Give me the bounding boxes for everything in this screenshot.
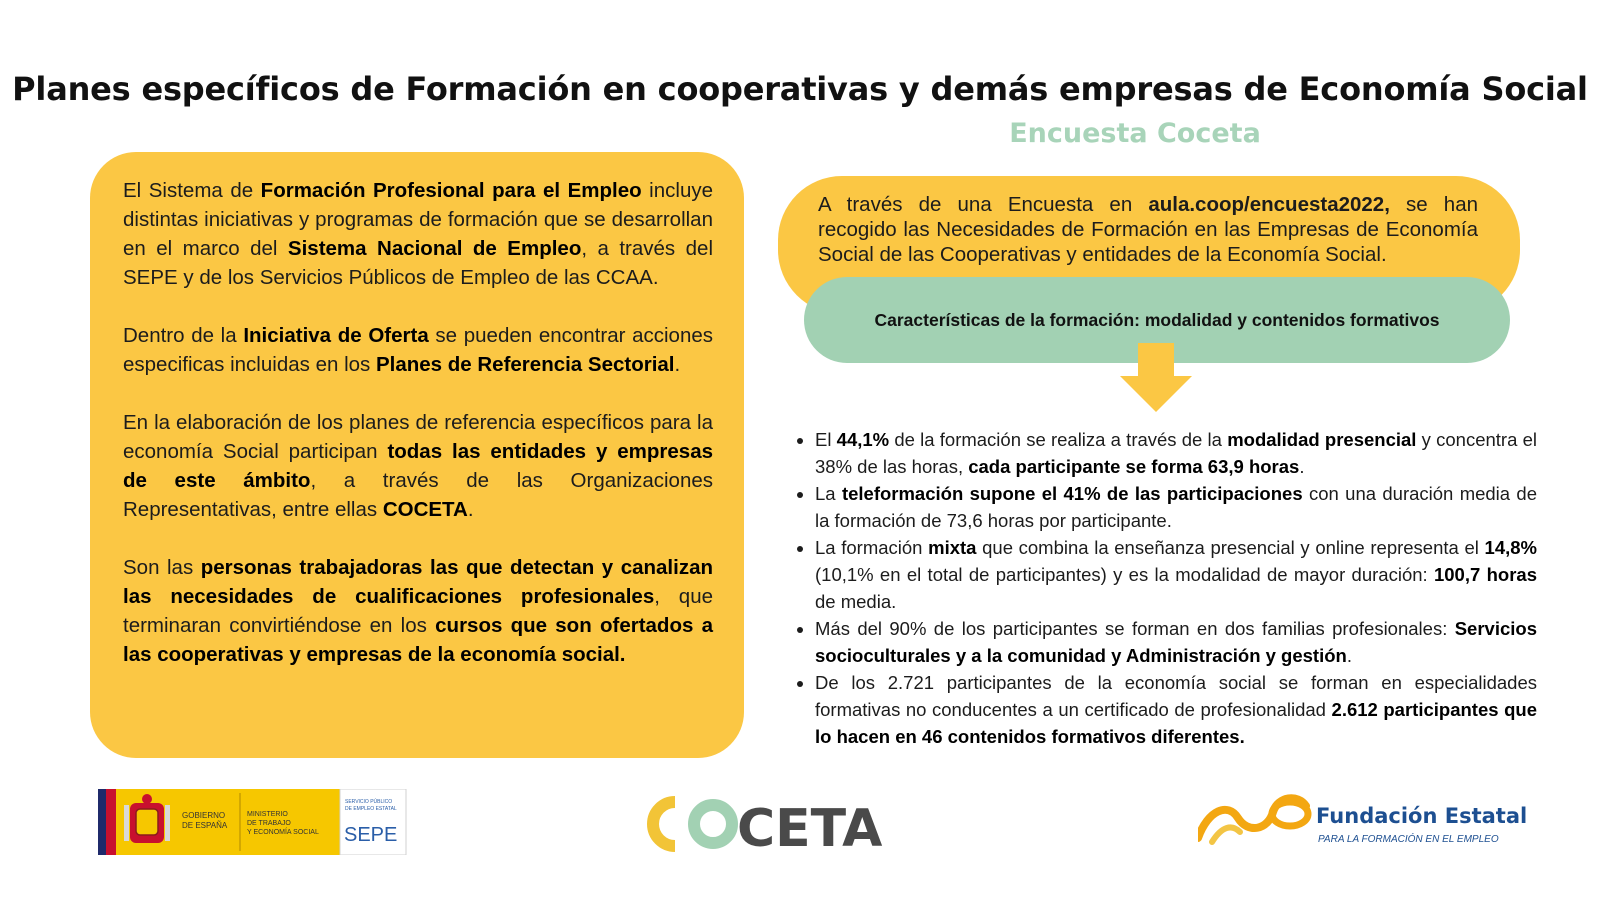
list-item: • Más del 90% de los participantes se forman en dos familias profesionales: Servicios socioculturales y a la comunidad y Administración y gestión. (815, 615, 1537, 669)
svg-text:MINISTERIO: MINISTERIO (247, 811, 288, 818)
list-item: • La formación mixta que combina la enseñanza presencial y online representa el 14,8% (10,1% en el total de participantes) y es la modalidad de mayor duración: 100,7 horas de media. (815, 534, 1537, 615)
svg-text:DE EMPLEO ESTATAL: DE EMPLEO ESTATAL (345, 806, 397, 812)
svg-text:CETA: CETA (737, 799, 883, 854)
survey-link[interactable]: aula.coop/encuesta2022, (1148, 193, 1390, 216)
list-item: • De los 2.721 participantes de la economía social se forman en especialidades formativas no conducentes a un certificado de profesionalidad 2.612 participantes que lo hacen en 46 contenidos formativos diferentes. (815, 669, 1537, 750)
paragraph-planes: En la elaboración de los planes de referencia específicos para la economía Social participan todas las entidades y empresas de este ámbito, a través de las Organizaciones Representativas, entre ellas COCETA. (123, 411, 714, 521)
fundae-symbol-icon (1198, 798, 1308, 842)
svg-text:DE ESPAÑA: DE ESPAÑA (182, 821, 228, 830)
svg-text:Y ECONOMÍA SOCIAL: Y ECONOMÍA SOCIAL (247, 829, 319, 836)
svg-text:DE TRABAJO: DE TRABAJO (247, 820, 291, 827)
paragraph-personas: Son las personas trabajadoras las que detectan y canalizan las necesidades de cualificaciones profesionales, que terminaran convirtiéndose en los cursos que son ofertados a las cooperativas y empresas de la economía social. (123, 556, 714, 666)
paragraph-fpe: El Sistema de Formación Profesional para el Empleo incluye distintas iniciativas y programas de formación que se desarrollan en el marco del Sistema Nacional de Empleo, a través del SEPE y de los Servicios Públicos de Empleo de las CCAA. (123, 179, 714, 289)
coceta-logo (645, 794, 895, 854)
svg-text:SERVICIO PÚBLICO: SERVICIO PÚBLICO (345, 799, 393, 805)
page-subtitle: Encuesta Coceta (1009, 118, 1261, 149)
characteristics-pill: Características de la formación: modalidad y contenidos formativos (804, 277, 1510, 363)
down-arrow-icon (1120, 343, 1192, 412)
svg-text:PARA LA FORMACIÓN EN EL EMPLEO: PARA LA FORMACIÓN EN EL EMPLEO (1318, 834, 1499, 845)
svg-text:SEPE: SEPE (344, 824, 398, 846)
page-title: Planes específicos de Formación en cooperativas y demás empresas de Economía Social (12, 70, 1588, 108)
survey-text: A través de una Encuesta en aula.coop/encuesta2022, se han recogido las Necesidades de Formación en las Empresas de Economía Social de las Cooperativas y entidades de la Economía Social. (818, 193, 1478, 266)
gobierno-sepe-logo (98, 789, 408, 855)
paragraph-oferta: Dentro de la Iniciativa de Oferta se pueden encontrar acciones especificas incluidas en los Planes de Referencia Sectorial. (123, 324, 714, 376)
fundacion-estatal-logo (1198, 790, 1528, 852)
findings-list (795, 426, 1537, 750)
svg-text:GOBIERNO: GOBIERNO (182, 811, 226, 820)
svg-text:Fundación Estatal: Fundación Estatal (1316, 804, 1528, 828)
left-panel-text (123, 176, 713, 698)
list-item: • La teleformación supone el 41% de las participaciones con una duración media de la formación de 73,6 horas por participante. (815, 480, 1537, 534)
list-item: • El 44,1% de la formación se realiza a través de la modalidad presencial y concentra el 38% de las horas, cada participante se forma 63,9 horas. (815, 426, 1537, 480)
